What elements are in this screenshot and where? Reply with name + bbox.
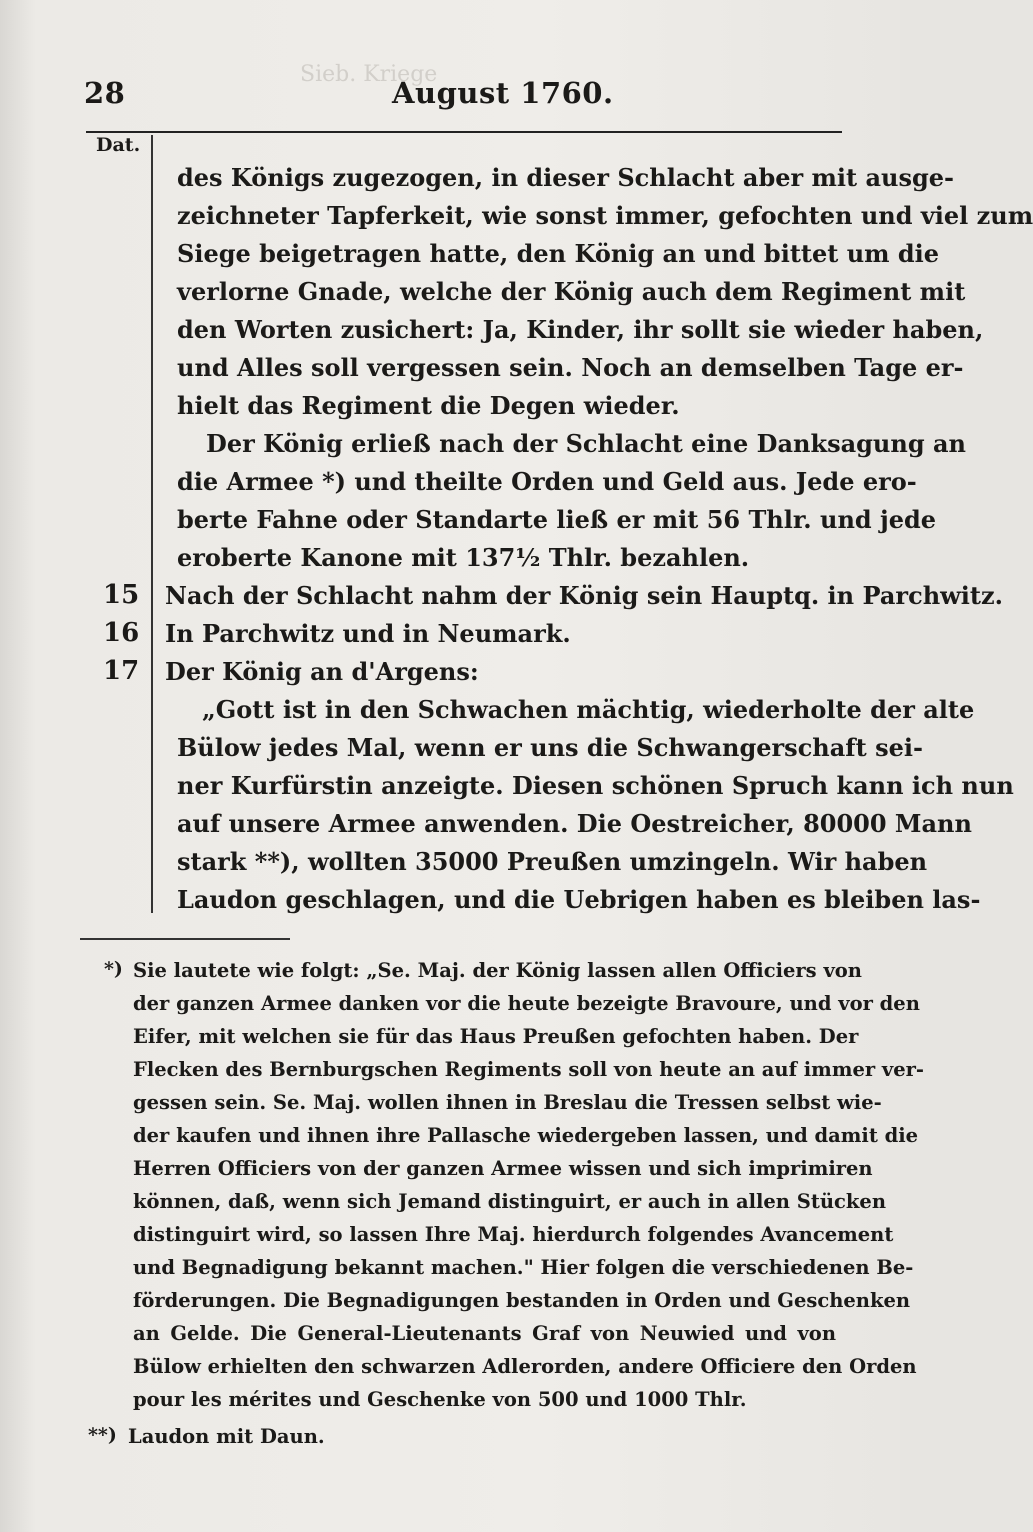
text-line: verlorne Gnade, welche der König auch dem Regiment mit: [177, 277, 966, 306]
footnote-line: Flecken des Bernburgschen Regiments soll von heute an auf immer ver-: [133, 1058, 925, 1081]
footnote-line: der ganzen Armee danken vor die heute bezeigte Bravoure, und vor den: [133, 992, 920, 1015]
text-line: den Worten zusichert: Ja, Kinder, ihr sollt sie wieder haben,: [177, 315, 984, 344]
footnote-line: Bülow erhielten den schwarzen Adlerorden, andere Officiere den Orden: [133, 1355, 917, 1378]
footnote-line: pour les mérites und Geschenke von 500 und 1000 Thlr.: [133, 1388, 747, 1411]
footnote-line: distinguirt wird, so lassen Ihre Maj. hierdurch folgendes Avancement: [133, 1223, 894, 1246]
text-line: Laudon geschlagen, und die Uebrigen haben es bleiben las-: [177, 885, 981, 914]
bleed-through-text: Sieb. Kriege: [300, 62, 438, 87]
footnote-mark: *): [104, 958, 123, 980]
text-line: stark **), wollten 35000 Preußen umzingeln. Wir haben: [177, 847, 928, 876]
page-number: 28: [84, 76, 126, 110]
text-line: Der König erließ nach der Schlacht eine Danksagung an: [206, 429, 966, 458]
footnote-line: gessen sein. Se. Maj. wollen ihnen in Breslau die Tressen selbst wie-: [133, 1091, 882, 1114]
text-line: auf unsere Armee anwenden. Die Oestreicher, 80000 Mann: [177, 809, 972, 838]
date-column-rule: [151, 135, 153, 913]
footnote-line: Eifer, mit welchen sie für das Haus Preußen gefochten haben. Der: [133, 1025, 859, 1048]
header-rule: [86, 131, 842, 133]
date-column-label: Dat.: [96, 134, 141, 156]
footnote-mark: **): [88, 1424, 117, 1446]
text-line: In Parchwitz und in Neumark.: [165, 619, 571, 648]
footnote-line: förderungen. Die Begnadigungen bestanden in Orden und Geschenken: [133, 1289, 911, 1312]
footnote-line: und Begnadigung bekannt machen." Hier folgen die verschiedenen Be-: [133, 1256, 914, 1279]
footnote-rule: [80, 938, 290, 940]
text-line: die Armee *) und theilte Orden und Geld aus. Jede ero-: [177, 467, 917, 496]
text-line: Siege beigetragen hatte, den König an und bittet um die: [177, 239, 940, 268]
text-line: des Königs zugezogen, in dieser Schlacht aber mit ausge-: [177, 163, 954, 192]
text-line: Bülow jedes Mal, wenn er uns die Schwangerschaft sei-: [177, 733, 923, 762]
text-line: zeichneter Tapferkeit, wie sonst immer, gefochten und viel zum: [177, 201, 1033, 230]
footnote-line: Herren Officiers von der ganzen Armee wissen und sich imprimiren: [133, 1157, 873, 1180]
text-line: ner Kurfürstin anzeigte. Diesen schönen Spruch kann ich nun: [177, 771, 1014, 800]
date-15: 15: [103, 580, 140, 610]
text-line: berte Fahne oder Standarte ließ er mit 56 Thlr. und jede: [177, 505, 937, 534]
text-line: Nach der Schlacht nahm der König sein Hauptq. in Parchwitz.: [165, 581, 1003, 610]
text-line: und Alles soll vergessen sein. Noch an demselben Tage er-: [177, 353, 964, 382]
running-title: August 1760.: [392, 76, 614, 110]
text-line: Der König an d'Argens:: [165, 657, 479, 686]
date-17: 17: [103, 656, 140, 686]
footnote-line: der kaufen und ihnen ihre Pallasche wiedergeben lassen, und damit die: [133, 1124, 919, 1147]
footnote-line: können, daß, wenn sich Jemand distinguirt, er auch in allen Stücken: [133, 1190, 887, 1213]
footnote-2: Laudon mit Daun.: [128, 1425, 325, 1448]
date-16: 16: [103, 618, 140, 648]
text-line: „Gott ist in den Schwachen mächtig, wiederholte der alte: [202, 695, 975, 724]
footnote-line: an Gelde. Die General-Lieutenants Graf von Neuwied und von: [133, 1322, 836, 1345]
text-line: hielt das Regiment die Degen wieder.: [177, 391, 680, 420]
footnote-line: Sie lautete wie folgt: „Se. Maj. der König lassen allen Officiers von: [133, 959, 862, 982]
text-line: eroberte Kanone mit 137½ Thlr. bezahlen.: [177, 543, 750, 572]
